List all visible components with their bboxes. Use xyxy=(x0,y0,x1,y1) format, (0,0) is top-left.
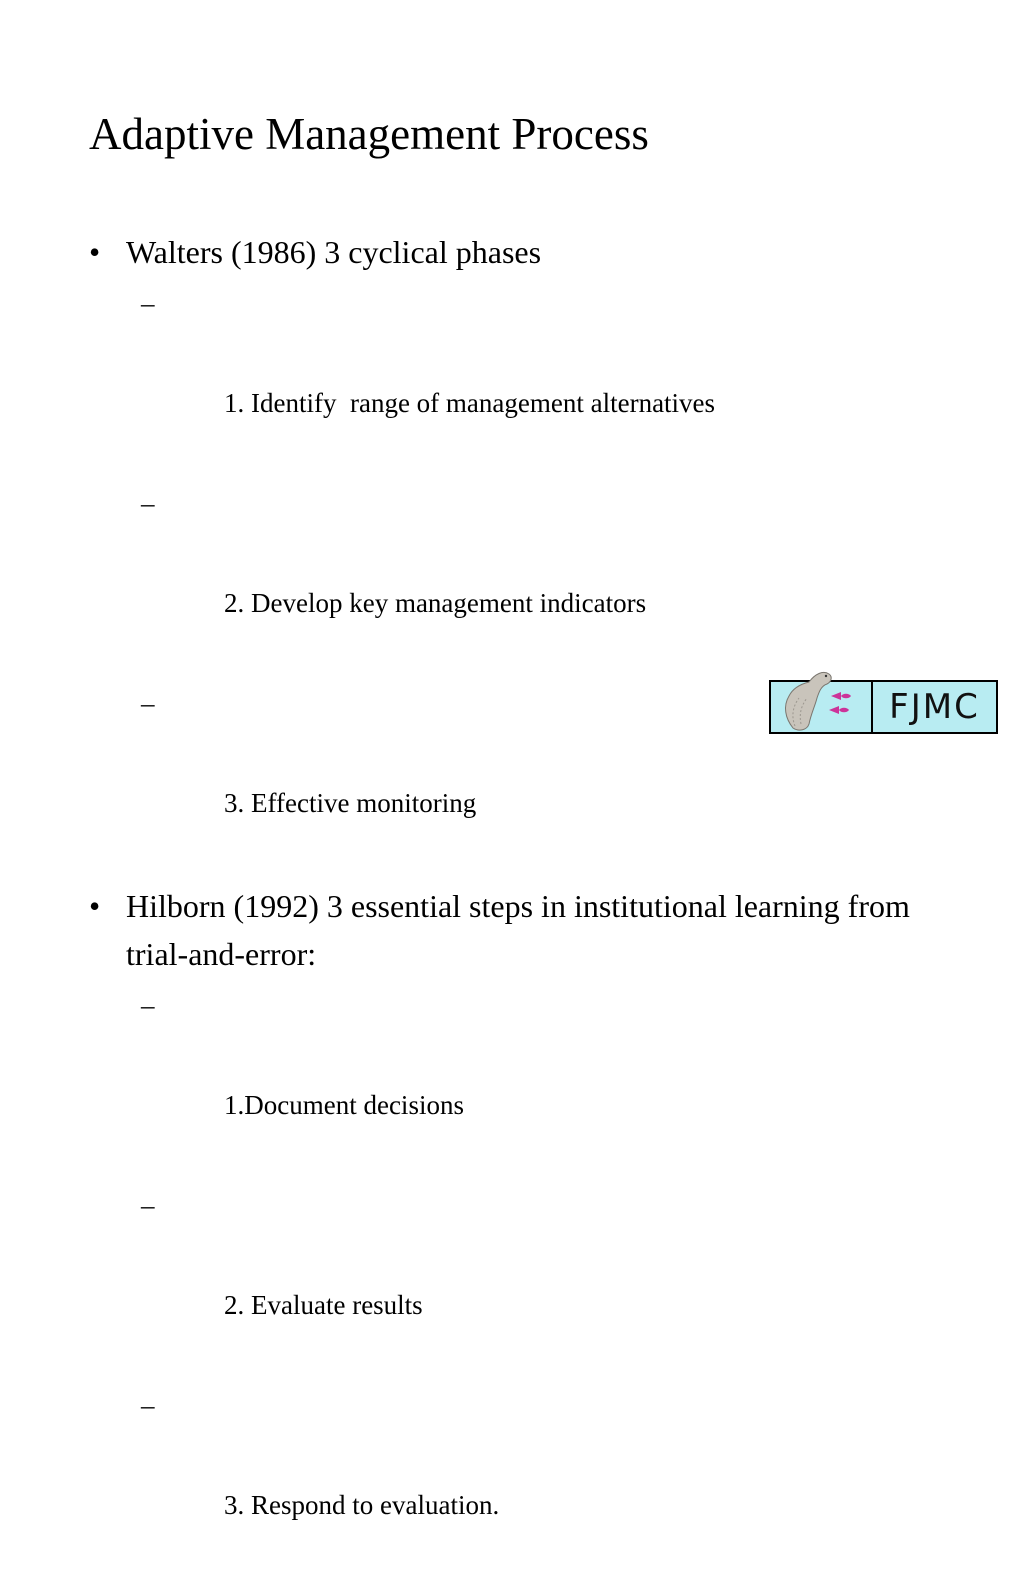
bullet-list xyxy=(89,228,919,1584)
sub-item xyxy=(89,1380,919,1580)
dash-marker: – xyxy=(141,288,155,318)
sub-item-text: 2. Evaluate results xyxy=(224,1290,423,1320)
dash-marker: – xyxy=(141,1190,155,1220)
sub-item xyxy=(89,1180,919,1380)
bullet-dot: • xyxy=(89,234,101,270)
sub-item-text: 3. Respond to evaluation. xyxy=(224,1490,500,1520)
bullet-dot: • xyxy=(89,888,101,924)
sub-item xyxy=(89,980,919,1180)
dash-marker: – xyxy=(141,990,155,1020)
bullet-text: Walters (1986) 3 cyclical phases xyxy=(126,234,542,270)
sub-list xyxy=(89,278,919,878)
fjmc-logo xyxy=(769,680,998,734)
sub-item xyxy=(89,478,919,678)
seal-and-fish-icon xyxy=(771,682,873,732)
bullet-item xyxy=(89,228,919,276)
sub-item-text: 2. Develop key management indicators xyxy=(224,588,647,618)
bullet-item xyxy=(89,882,919,978)
slide-title: Adaptive Management Process xyxy=(89,109,649,159)
sub-list xyxy=(89,980,919,1580)
dash-marker: – xyxy=(141,1390,155,1420)
logo-text: FJMC xyxy=(873,682,996,732)
sub-item-text: 1. Identify range of management alternatives xyxy=(224,388,716,418)
sub-item xyxy=(89,278,919,478)
bullet-text: Hilborn (1992) 3 essential steps in institutional learning from trial-and-error: xyxy=(126,888,910,972)
dash-marker: – xyxy=(141,488,155,518)
dash-marker: – xyxy=(141,688,155,718)
sub-item-text: 3. Effective monitoring xyxy=(224,788,477,818)
sub-item-text: 1.Document decisions xyxy=(224,1090,464,1120)
